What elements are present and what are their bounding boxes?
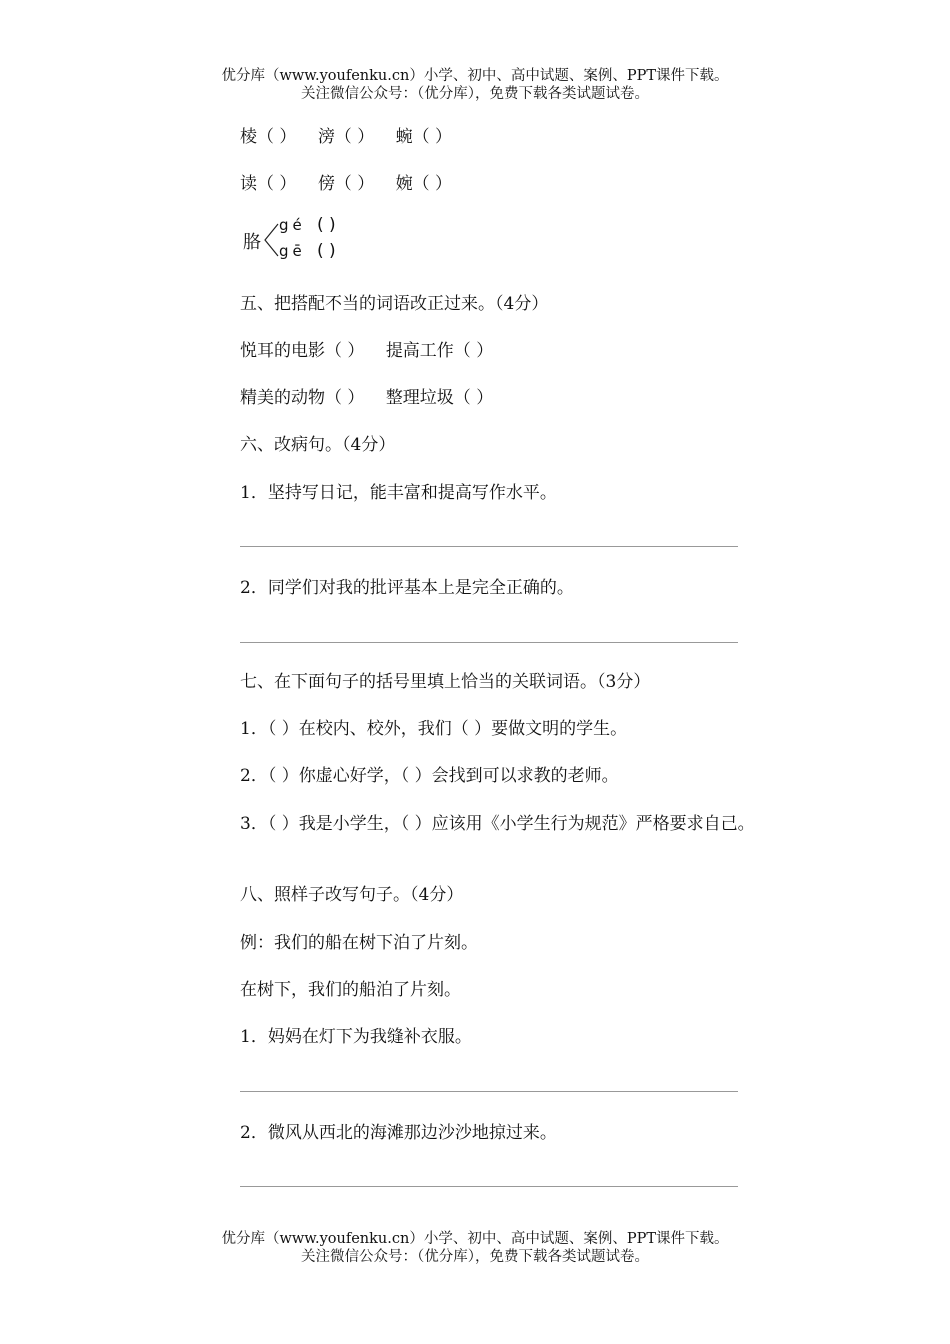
char-item: 滂（ ） — [317, 127, 375, 147]
s6-question-1: 1．坚持写日记，能丰富和提高写作水平。 — [240, 483, 557, 503]
answer-line[interactable] — [240, 1091, 738, 1092]
footer-line-2: 关注微信公众号：（优分库），免费下载各类试题试卷。 — [301, 1249, 649, 1265]
s8-example: 例：我们的船在树下泊了片刻。 — [240, 933, 478, 953]
section-7-title: 七、在下面句子的括号里填上恰当的关联词语。（3分） — [240, 672, 651, 692]
s8-question-2: 2．微风从西北的海滩那边沙沙地掠过来。 — [240, 1123, 557, 1143]
page-footer — [0, 1230, 950, 1266]
polyphone-char: 胳 — [243, 232, 261, 253]
char-row-2 — [240, 173, 452, 195]
answer-line[interactable] — [240, 546, 738, 547]
section-5-title: 五、把搭配不当的词语改正过来。（4分） — [240, 294, 549, 314]
char-item: 蜿（ ） — [395, 127, 453, 147]
answer-line[interactable] — [240, 642, 738, 643]
s5-item: 悦耳的电影（ ） — [240, 341, 365, 361]
pinyin-2: gē — [279, 242, 306, 260]
blank-1[interactable]: ( ) — [317, 215, 336, 235]
s8-example-answer: 在树下，我们的船泊了片刻。 — [240, 980, 461, 1000]
char-row-1 — [240, 126, 452, 148]
s5-row-2 — [240, 387, 493, 409]
s7-question-2: 2．（ ）你虚心好学，（ ）会找到可以求教的老师。 — [240, 766, 619, 786]
header-line-1: 优分库（www.youfenku.cn）小学、初中、高中试题、案例、PPT课件下载。 — [221, 68, 729, 84]
polyphone-ge — [243, 214, 363, 266]
s5-row-1 — [240, 340, 493, 362]
section-6-title: 六、改病句。（4分） — [240, 435, 396, 455]
page-header — [0, 67, 950, 103]
header-line-2: 关注微信公众号：（优分库），免费下载各类试题试卷。 — [301, 86, 649, 102]
s6-question-2: 2．同学们对我的批评基本上是完全正确的。 — [240, 578, 574, 598]
section-8-title: 八、照样子改写句子。（4分） — [240, 885, 464, 905]
char-item: 傍（ ） — [317, 174, 375, 194]
s7-question-1: 1．（ ）在校内、校外，我们（ ）要做文明的学生。 — [240, 719, 628, 739]
branch-icon — [263, 222, 279, 258]
s7-question-3: 3．（ ）我是小学生，（ ）应该用《小学生行为规范》严格要求自己。 — [240, 814, 755, 834]
s5-item: 整理垃圾（ ） — [385, 388, 494, 408]
s8-question-1: 1．妈妈在灯下为我缝补衣服。 — [240, 1027, 472, 1047]
pinyin-1: gé — [279, 216, 306, 234]
char-item: 婉（ ） — [395, 174, 453, 194]
answer-line[interactable] — [240, 1186, 738, 1187]
footer-line-1: 优分库（www.youfenku.cn）小学、初中、高中试题、案例、PPT课件下载。 — [221, 1231, 729, 1247]
s5-item: 提高工作（ ） — [385, 341, 494, 361]
char-item: 读（ ） — [240, 174, 297, 194]
blank-2[interactable]: ( ) — [317, 241, 336, 261]
char-item: 棱（ ） — [240, 127, 297, 147]
s5-item: 精美的动物（ ） — [240, 388, 365, 408]
